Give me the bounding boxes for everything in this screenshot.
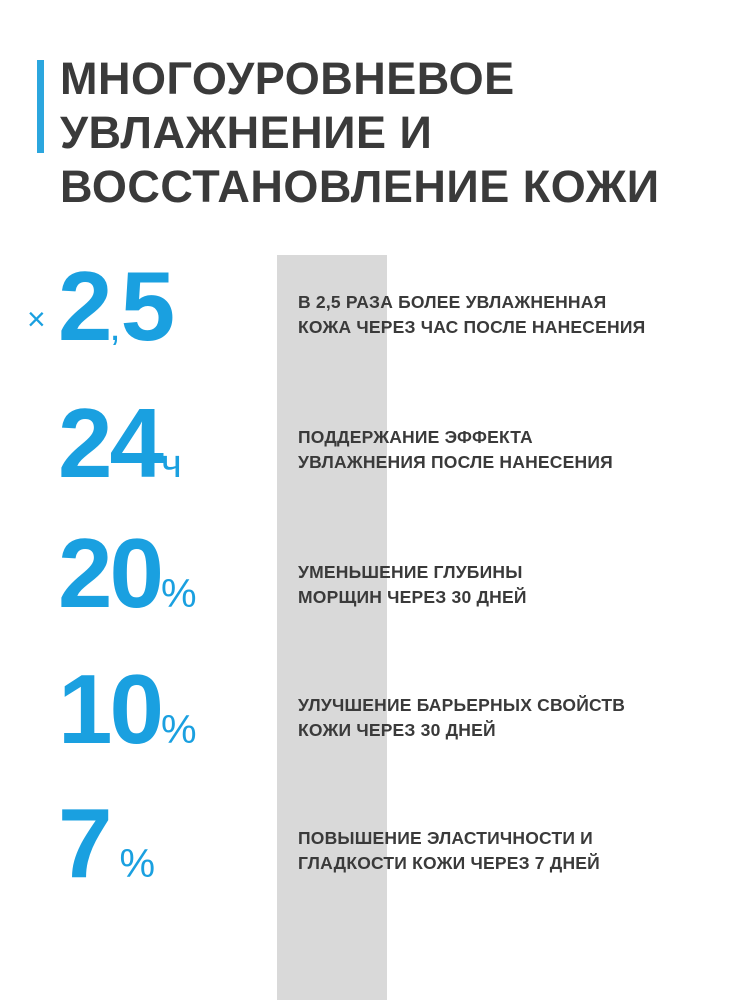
title-line-3: ВОССТАНОВЛЕНИЕ КОЖИ xyxy=(60,161,660,212)
stat-number-sep: , xyxy=(109,305,121,349)
stat-description-line-1: ПОДДЕРЖАНИЕ ЭФФЕКТА xyxy=(298,427,533,447)
stat-value xyxy=(58,654,197,764)
stat-description-line-2: КОЖИ ЧЕРЕЗ 30 ДНЕЙ xyxy=(298,720,496,740)
stat-description xyxy=(298,560,738,610)
stat-description-line-1: ПОВЫШЕНИЕ ЭЛАСТИЧНОСТИ И xyxy=(298,828,593,848)
stat-description xyxy=(298,693,738,743)
title-line-1: МНОГОУРОВНЕВОЕ xyxy=(60,53,515,104)
stat-value xyxy=(58,788,156,898)
page-title xyxy=(60,52,740,214)
stat-item-wrinkles xyxy=(0,492,750,628)
stat-description-line-1: УМЕНЬШЕНИЕ ГЛУБИНЫ xyxy=(298,562,523,582)
stat-unit: % xyxy=(161,572,197,616)
stat-unit: ч xyxy=(161,442,182,486)
stat-item-duration xyxy=(0,362,750,498)
title-line-2: УВЛАЖНЕНИЕ И xyxy=(60,107,433,158)
stat-number: 7 xyxy=(58,788,110,898)
stat-number: 20 xyxy=(58,518,162,628)
stat-description-line-1: УЛУЧШЕНИЕ БАРЬЕРНЫХ СВОЙСТВ xyxy=(298,695,626,715)
stat-item-barrier xyxy=(0,628,750,764)
stat-description xyxy=(298,425,738,475)
title-accent-bar xyxy=(37,60,44,153)
stat-description-line-2: КОЖА ЧЕРЕЗ ЧАС ПОСЛЕ НАНЕСЕНИЯ xyxy=(298,317,646,337)
stat-description xyxy=(298,826,738,876)
stat-number-int: 2 xyxy=(58,251,110,361)
stat-value xyxy=(58,518,197,628)
stat-description xyxy=(298,290,738,340)
stat-item-elasticity xyxy=(0,762,750,898)
stat-number: 24 xyxy=(58,388,162,498)
stat-description-line-1: В 2,5 РАЗА БОЛЕЕ УВЛАЖНЕННАЯ xyxy=(298,292,607,312)
stat-description-line-2: МОРЩИН ЧЕРЕЗ 30 ДНЕЙ xyxy=(298,587,527,607)
stat-description-line-2: УВЛАЖНЕНИЯ ПОСЛЕ НАНЕСЕНИЯ xyxy=(298,452,613,472)
stat-unit: % xyxy=(119,842,156,886)
stat-number: 10 xyxy=(58,654,162,764)
stat-number-frac: 5 xyxy=(120,251,173,361)
stat-value xyxy=(58,251,173,361)
stat-unit: % xyxy=(161,708,197,752)
stat-value xyxy=(58,388,182,498)
stat-description-line-2: ГЛАДКОСТИ КОЖИ ЧЕРЕЗ 7 ДНЕЙ xyxy=(298,853,600,873)
stat-item-moisture-ratio xyxy=(0,225,750,361)
stat-prefix-multiplier: × xyxy=(27,301,46,337)
